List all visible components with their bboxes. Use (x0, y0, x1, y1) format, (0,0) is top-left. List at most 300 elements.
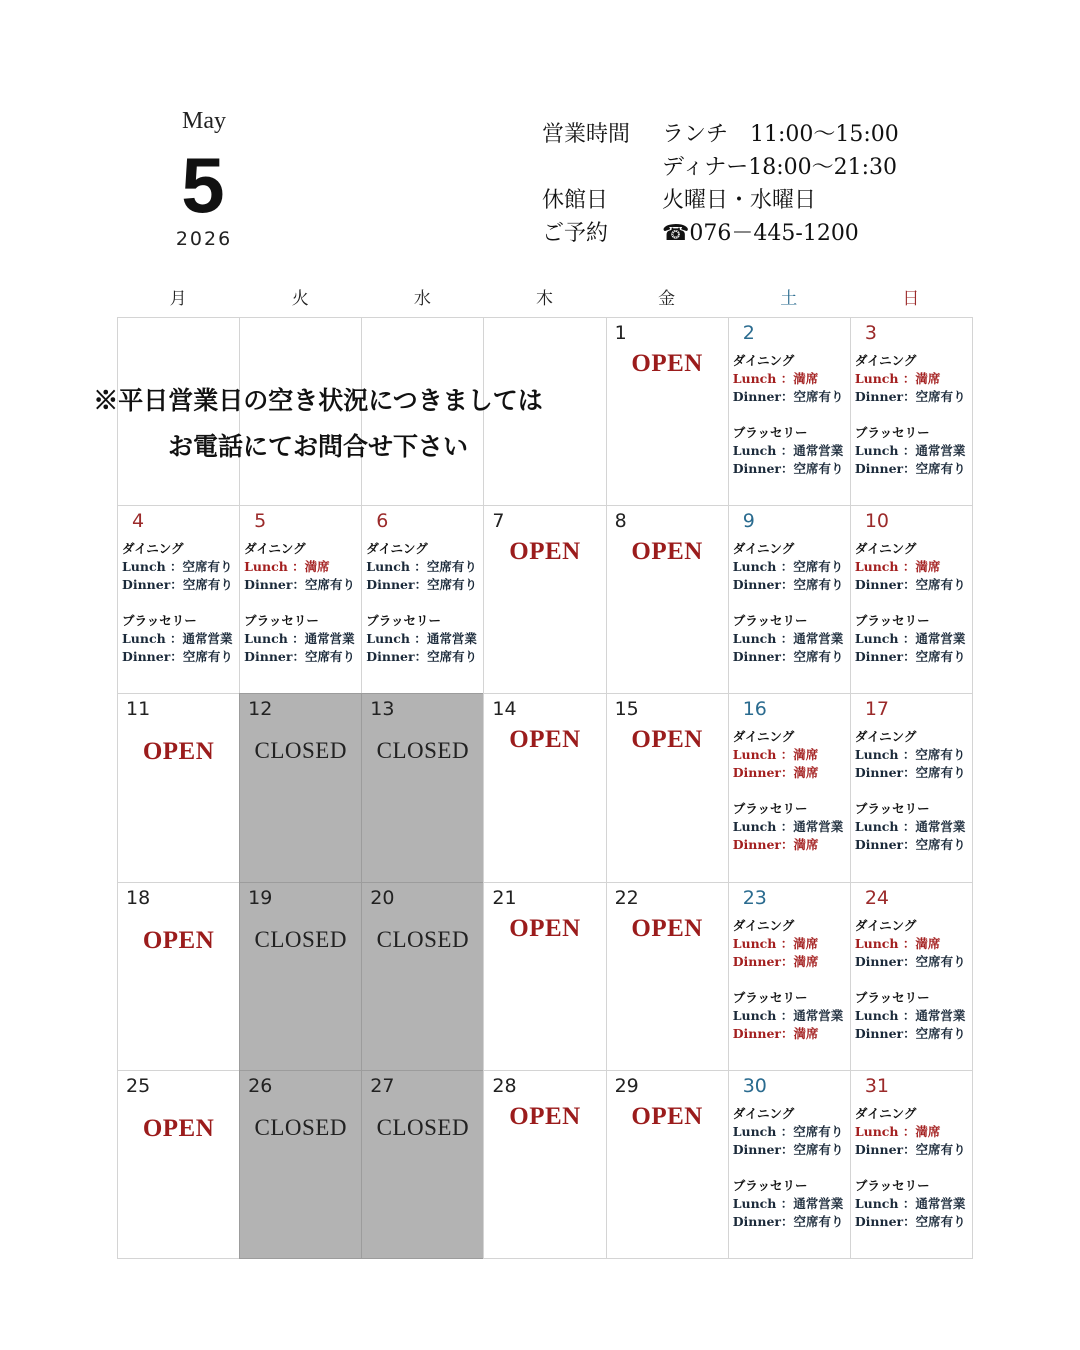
slot-value: 空席有り (915, 461, 966, 476)
day-number: 8 (614, 510, 627, 533)
day-number: 1 (614, 322, 627, 344)
calendar-day-cell (606, 882, 729, 1071)
day-number: 25 (126, 1074, 151, 1097)
day-number: 9 (742, 510, 755, 533)
open-status: OPEN (631, 726, 703, 754)
slot-value: 通常営業 (793, 1195, 844, 1211)
open-status: OPEN (142, 1114, 215, 1142)
slot-label: Lunch ： (854, 443, 916, 458)
calendar-day-cell (361, 505, 484, 694)
weekday-label: 月 (169, 289, 187, 309)
open-status: OPEN (631, 1102, 703, 1130)
availability-detail (122, 540, 233, 666)
dining-lunch-line (733, 1123, 844, 1141)
slot-value: 空席有り (182, 649, 233, 665)
brasserie-lunch-line (733, 442, 844, 460)
calendar-day-cell (850, 505, 973, 694)
calendar-day-cell (606, 1070, 729, 1259)
slot-label: Lunch ： (366, 559, 427, 575)
brasserie-lunch-line (733, 1195, 844, 1213)
brasserie-heading: ブラッセリー (732, 613, 808, 629)
calendar-day-cell (239, 693, 362, 882)
slot-label: Lunch ： (732, 819, 794, 835)
slot-value: 空席有り (427, 577, 478, 593)
dining-heading: ダイニング (732, 1105, 795, 1121)
slot-value: 空席有り (793, 577, 844, 593)
slot-label: Lunch ： (244, 631, 305, 647)
day-number: 22 (614, 886, 639, 909)
calendar-day-cell (850, 317, 973, 506)
calendar-day-cell (728, 1070, 851, 1259)
slot-value: 満席 (793, 371, 819, 386)
day-number: 12 (248, 698, 273, 721)
month-number: 5 (181, 141, 225, 229)
slot-value: 通常営業 (915, 631, 966, 647)
slot-value: 空席有り (915, 649, 966, 665)
slot-label: Dinner： (854, 649, 916, 665)
calendar-day-cell (117, 693, 240, 882)
dining-dinner-line (733, 388, 844, 406)
slot-value: 通常営業 (915, 1007, 966, 1023)
open-status: OPEN (509, 726, 581, 754)
availability-detail (733, 352, 844, 478)
day-number: 15 (614, 698, 639, 721)
slot-label: Lunch ： (854, 1195, 916, 1211)
slot-value: 通常営業 (915, 1195, 966, 1211)
availability-detail (733, 540, 844, 666)
slot-label: Lunch ： (732, 747, 794, 763)
slot-label: Dinner： (854, 1213, 916, 1229)
slot-label: Dinner： (244, 649, 305, 665)
brasserie-dinner-line (733, 836, 844, 854)
calendar-day-cell (239, 505, 362, 694)
day-number: 16 (742, 698, 767, 721)
dining-lunch-line (855, 1123, 966, 1141)
brasserie-dinner-line (855, 1213, 966, 1231)
slot-label: Lunch ： (122, 631, 183, 647)
slot-value: 空席有り (793, 389, 844, 404)
dining-heading: ダイニング (732, 541, 795, 557)
closed-status: CLOSED (254, 926, 347, 952)
reserve-label: ご予約 (542, 221, 609, 246)
slot-label: Dinner： (244, 577, 305, 593)
spacer (244, 594, 355, 612)
weekday-label: 土 (780, 289, 798, 309)
day-number: 6 (376, 510, 389, 533)
dining-lunch-line (366, 558, 477, 576)
brasserie-dinner-line (855, 460, 966, 478)
spacer (855, 1159, 966, 1177)
slot-label: Lunch ： (732, 559, 794, 575)
dining-lunch-line (733, 935, 844, 953)
slot-label: Lunch ： (732, 443, 794, 458)
slot-label: Dinner： (366, 649, 428, 665)
slot-value: 通常営業 (426, 631, 477, 647)
slot-label: Lunch ： (854, 371, 916, 386)
dining-dinner-line (855, 1141, 966, 1159)
slot-label: Dinner： (732, 1025, 794, 1041)
brasserie-heading: ブラッセリー (854, 989, 930, 1005)
slot-value: 空席有り (304, 649, 355, 665)
day-number: 20 (370, 886, 395, 909)
brasserie-lunch-line (733, 630, 844, 648)
calendar-day-cell (606, 693, 729, 882)
open-status: OPEN (509, 1102, 581, 1130)
dining-lunch-line (244, 558, 355, 576)
day-number: 24 (864, 886, 890, 909)
open-status: OPEN (631, 914, 703, 942)
dining-heading: ダイニング (854, 353, 917, 368)
slot-label: Dinner： (732, 577, 794, 593)
slot-label: Lunch ： (854, 935, 916, 951)
brasserie-heading: ブラッセリー (732, 801, 808, 817)
dining-heading: ダイニング (732, 353, 795, 368)
slot-value: 空席有り (915, 837, 966, 853)
availability-detail (855, 728, 966, 854)
slot-value: 通常営業 (793, 631, 844, 647)
slot-label: Lunch ： (854, 819, 916, 835)
dining-heading: ダイニング (244, 541, 306, 557)
brasserie-heading: ブラッセリー (366, 613, 442, 629)
calendar-day-cell (361, 882, 484, 1071)
slot-value: 満席 (793, 953, 819, 969)
spacer (733, 782, 844, 800)
slot-value: 通常営業 (793, 443, 844, 458)
dining-heading: ダイニング (854, 1105, 917, 1121)
slot-label: Lunch ： (732, 1123, 794, 1139)
dining-heading: ダイニング (854, 541, 917, 557)
brasserie-heading: ブラッセリー (732, 1177, 808, 1193)
calendar-day-cell (239, 1070, 362, 1259)
slot-value: 満席 (915, 935, 941, 951)
brasserie-lunch-line (733, 1007, 844, 1025)
brasserie-lunch-line (122, 630, 233, 648)
slot-label: Dinner： (732, 1213, 794, 1229)
calendar-day-cell (728, 505, 851, 694)
calendar-day-cell (361, 693, 484, 882)
dining-lunch-line (855, 558, 966, 576)
hours-label: 営業時間 (542, 122, 631, 147)
slot-label: Dinner： (854, 837, 916, 853)
calendar-day-cell (361, 1070, 484, 1259)
month-name: May (182, 108, 226, 134)
day-number: 3 (864, 322, 877, 344)
slot-value: 空席有り (915, 747, 966, 763)
brasserie-heading: ブラッセリー (732, 425, 808, 440)
slot-value: 空席有り (915, 953, 966, 969)
calendar-day-cell (117, 882, 240, 1071)
slot-label: Lunch ： (854, 631, 916, 647)
slot-label: Dinner： (732, 389, 794, 404)
open-status: OPEN (509, 914, 581, 942)
day-number: 14 (492, 698, 517, 721)
slot-label: Lunch ： (122, 559, 183, 575)
slot-value: 空席有り (426, 559, 477, 575)
holiday-value: 火曜日・水曜日 (662, 188, 817, 213)
dining-dinner-line (733, 1141, 844, 1159)
slot-value: 満席 (793, 1025, 819, 1041)
brasserie-dinner-line (733, 460, 844, 478)
slot-label: Dinner： (732, 1141, 794, 1157)
slot-value: 満席 (915, 371, 941, 386)
spacer (733, 971, 844, 989)
availability-detail (733, 917, 844, 1043)
slot-label: Dinner： (854, 1141, 916, 1157)
dining-dinner-line (733, 576, 844, 594)
weekday-label: 木 (535, 289, 553, 309)
availability-detail (733, 1105, 844, 1231)
slot-label: Dinner： (854, 577, 916, 593)
slot-value: 空席有り (915, 577, 966, 593)
year: 2026 (175, 228, 233, 250)
hours-dinner: ディナー18:00～21:30 (662, 155, 898, 180)
slot-value: 空席有り (915, 1025, 966, 1041)
day-number: 19 (248, 886, 273, 909)
dining-dinner-line (366, 576, 477, 594)
day-number: 21 (492, 886, 517, 909)
dining-dinner-line (855, 388, 966, 406)
brasserie-heading: ブラッセリー (854, 613, 930, 629)
brasserie-dinner-line (733, 1213, 844, 1231)
day-number: 13 (370, 698, 395, 721)
calendar-day-cell (606, 505, 729, 694)
calendar-day-cell (483, 1070, 606, 1259)
brasserie-heading: ブラッセリー (244, 613, 319, 629)
slot-value: 通常営業 (304, 631, 355, 647)
slot-label: Lunch ： (854, 747, 916, 763)
brasserie-dinner-line (244, 648, 355, 666)
brasserie-dinner-line (855, 836, 966, 854)
brasserie-lunch-line (366, 630, 477, 648)
slot-label: Lunch ： (732, 935, 794, 951)
slot-label: Lunch ： (854, 1123, 916, 1139)
day-number: 26 (248, 1074, 273, 1097)
closed-status: CLOSED (376, 738, 470, 764)
reserve-phone[interactable]: ☎076－445-1200 (662, 221, 859, 246)
slot-label: Lunch ： (854, 1007, 916, 1023)
slot-value: 通常営業 (182, 631, 233, 647)
calendar-day-cell (606, 317, 729, 506)
slot-label: Dinner： (732, 837, 794, 853)
slot-value: 満席 (793, 747, 819, 763)
calendar-day-cell (728, 693, 851, 882)
calendar-day-cell (850, 882, 973, 1071)
day-number: 11 (126, 698, 151, 721)
availability-detail (733, 728, 844, 854)
brasserie-dinner-line (733, 1025, 844, 1043)
calendar-day-cell (117, 505, 240, 694)
brasserie-heading: ブラッセリー (854, 1177, 930, 1193)
slot-label: Dinner： (732, 765, 794, 781)
slot-label: Lunch ： (854, 559, 916, 575)
slot-label: Dinner： (854, 1025, 916, 1041)
brasserie-heading: ブラッセリー (854, 801, 930, 817)
slot-value: 空席有り (793, 1123, 844, 1139)
day-number: 31 (864, 1074, 890, 1097)
notice-line-1: ※平日営業日の空き状況につきましては (93, 386, 543, 415)
calendar-day-cell (483, 505, 606, 694)
dining-dinner-line (855, 953, 966, 971)
day-number: 5 (254, 510, 267, 533)
slot-value: 満席 (304, 559, 330, 575)
brasserie-lunch-line (855, 1007, 966, 1025)
dining-dinner-line (244, 576, 355, 594)
dining-heading: ダイニング (732, 729, 795, 745)
availability-detail (366, 540, 477, 666)
brasserie-dinner-line (733, 648, 844, 666)
slot-value: 空席有り (793, 649, 844, 665)
availability-detail (855, 1105, 966, 1231)
slot-value: 空席有り (793, 1141, 844, 1157)
availability-detail (855, 352, 966, 478)
slot-label: Lunch ： (732, 1195, 794, 1211)
dining-lunch-line (733, 746, 844, 764)
spacer (733, 1159, 844, 1177)
dining-lunch-line (855, 935, 966, 953)
brasserie-dinner-line (122, 648, 233, 666)
slot-value: 空席有り (793, 1213, 844, 1229)
open-status: OPEN (142, 926, 215, 954)
slot-label: Dinner： (122, 577, 183, 593)
spacer (122, 594, 233, 612)
brasserie-lunch-line (244, 630, 355, 648)
slot-label: Dinner： (732, 649, 794, 665)
day-number: 2 (742, 322, 755, 344)
brasserie-lunch-line (855, 442, 966, 460)
brasserie-dinner-line (855, 1025, 966, 1043)
slot-label: Dinner： (732, 953, 794, 969)
slot-value: 空席有り (182, 559, 233, 575)
slot-value: 空席有り (304, 577, 355, 593)
day-number: 10 (864, 510, 890, 533)
spacer (855, 782, 966, 800)
dining-lunch-line (855, 746, 966, 764)
calendar-day-cell (850, 1070, 973, 1259)
notice-line-2: お電話にてお問合せ下さい (167, 432, 468, 461)
dining-heading: ダイニング (732, 917, 795, 933)
slot-value: 通常営業 (793, 1007, 844, 1023)
dining-dinner-line (733, 953, 844, 971)
day-number: 28 (492, 1074, 517, 1097)
slot-label: Lunch ： (244, 559, 305, 575)
day-number: 17 (864, 698, 890, 721)
closed-status: CLOSED (254, 1114, 347, 1140)
spacer (733, 594, 844, 612)
open-status: OPEN (631, 538, 703, 566)
dining-heading: ダイニング (122, 541, 184, 557)
calendar-day-cell (728, 317, 851, 506)
dining-dinner-line (733, 764, 844, 782)
brasserie-dinner-line (855, 648, 966, 666)
dining-dinner-line (855, 576, 966, 594)
closed-status: CLOSED (254, 738, 347, 764)
hours-lunch: ランチ 11:00～15:00 (662, 122, 899, 147)
availability-detail (855, 540, 966, 666)
brasserie-lunch-line (855, 818, 966, 836)
closed-status: CLOSED (376, 1114, 470, 1140)
day-number: 30 (742, 1074, 767, 1097)
slot-label: Dinner： (122, 649, 183, 665)
dining-lunch-line (733, 558, 844, 576)
dining-heading: ダイニング (854, 729, 917, 745)
calendar-day-cell (239, 882, 362, 1071)
slot-label: Dinner： (854, 389, 916, 404)
dining-heading: ダイニング (854, 917, 917, 933)
calendar-day-cell (483, 882, 606, 1071)
day-number: 27 (370, 1074, 395, 1097)
day-number: 23 (742, 886, 767, 909)
slot-label: Lunch ： (732, 371, 794, 386)
weekday-label: 水 (413, 289, 431, 309)
notice (38, 378, 598, 470)
slot-label: Dinner： (854, 953, 916, 969)
weekday-label: 火 (291, 289, 309, 309)
slot-value: 満席 (793, 837, 819, 853)
slot-label: Dinner： (366, 577, 428, 593)
slot-value: 空席有り (915, 765, 966, 781)
open-status: OPEN (631, 350, 703, 377)
slot-value: 満席 (793, 935, 819, 951)
slot-value: 通常営業 (915, 443, 966, 458)
slot-value: 満席 (915, 1123, 941, 1139)
dining-dinner-line (122, 576, 233, 594)
slot-value: 空席有り (915, 1141, 966, 1157)
slot-label: Lunch ： (732, 1007, 794, 1023)
spacer (855, 971, 966, 989)
brasserie-lunch-line (855, 630, 966, 648)
slot-label: Dinner： (854, 461, 916, 476)
slot-label: Lunch ： (366, 631, 427, 647)
weekday-header (117, 284, 972, 312)
open-status: OPEN (509, 538, 581, 566)
brasserie-heading: ブラッセリー (732, 989, 808, 1005)
brasserie-heading: ブラッセリー (122, 613, 197, 629)
dining-lunch-line (855, 370, 966, 388)
slot-value: 空席有り (793, 461, 844, 476)
slot-value: 空席有り (427, 649, 478, 665)
calendar-day-cell (850, 693, 973, 882)
slot-value: 満席 (793, 765, 819, 781)
day-number: 29 (614, 1074, 639, 1097)
spacer (366, 594, 477, 612)
spacer (733, 406, 844, 424)
day-number: 18 (126, 886, 151, 909)
brasserie-dinner-line (366, 648, 477, 666)
calendar-day-cell (483, 693, 606, 882)
slot-value: 通常営業 (793, 819, 844, 835)
dining-heading: ダイニング (366, 541, 428, 557)
dining-lunch-line (733, 370, 844, 388)
closed-status: CLOSED (376, 926, 470, 952)
calendar-day-cell (117, 1070, 240, 1259)
spacer (855, 594, 966, 612)
slot-value: 空席有り (915, 389, 966, 404)
dining-lunch-line (122, 558, 233, 576)
brasserie-lunch-line (855, 1195, 966, 1213)
calendar-day-cell (728, 882, 851, 1071)
spacer (855, 406, 966, 424)
dining-dinner-line (855, 764, 966, 782)
holiday-label: 休館日 (542, 188, 609, 213)
slot-label: Lunch ： (732, 631, 794, 647)
slot-value: 満席 (915, 559, 941, 575)
availability-detail (855, 917, 966, 1043)
brasserie-lunch-line (733, 818, 844, 836)
availability-detail (244, 540, 355, 666)
slot-label: Dinner： (732, 461, 794, 476)
slot-value: 空席有り (793, 559, 844, 575)
slot-value: 通常営業 (915, 819, 966, 835)
